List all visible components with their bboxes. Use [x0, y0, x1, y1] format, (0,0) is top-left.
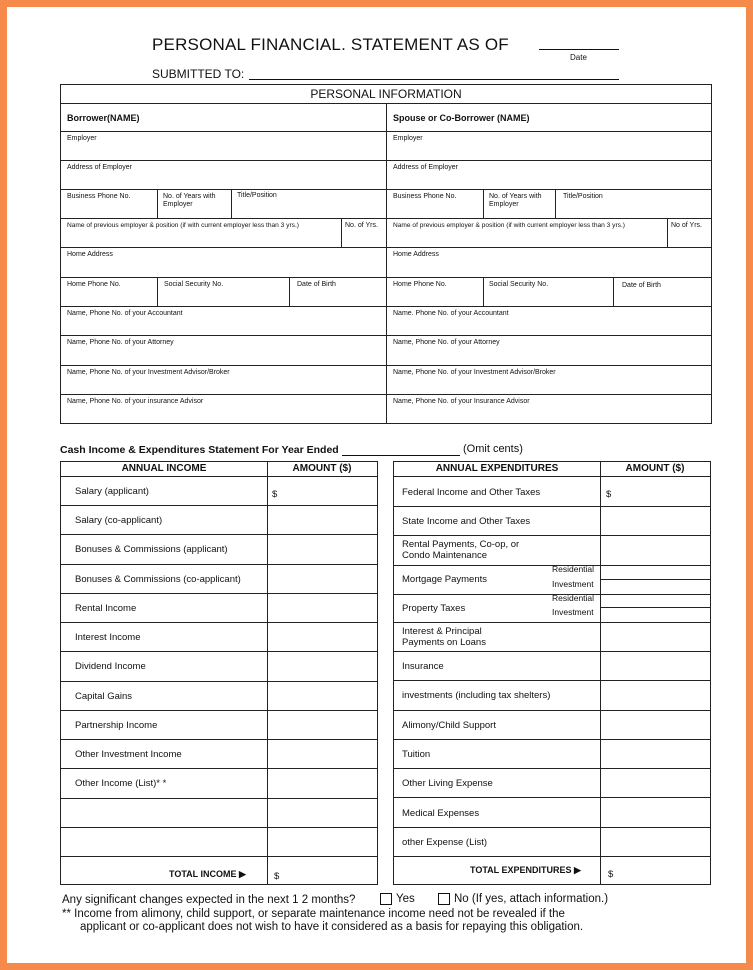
- dob-field[interactable]: Date of Birth: [297, 281, 336, 288]
- form-page: [7, 7, 746, 963]
- income-row: Interest Income: [75, 632, 141, 643]
- cash-statement-title: Cash Income & Expenditures Statement For Year Ended: [60, 444, 339, 456]
- other-expense-row: other Expense (List): [402, 837, 488, 848]
- total-expenditures-label: TOTAL EXPENDITURES ▶: [470, 865, 581, 875]
- medical-expenses-row: Medical Expenses: [402, 808, 480, 819]
- living-expense-row: Other Living Expense: [402, 778, 493, 789]
- previous-employer-field[interactable]: Name of previous employer & position (if with current employer less than 3 yrs.): [67, 222, 299, 229]
- ssn-field[interactable]: Social Security No.: [164, 281, 224, 288]
- years-with-employer-field[interactable]: No. of Years with Employer: [163, 193, 216, 208]
- expenditures-currency: $: [606, 489, 612, 500]
- co-employer-field[interactable]: Employer: [393, 135, 423, 142]
- insurance-advisor-field[interactable]: Name, Phone No. of your insurance Advisor: [67, 398, 204, 405]
- interest-principal-row: Interest & Principal Payments on Loans: [402, 626, 486, 648]
- arrow-right-icon: ▶: [574, 865, 581, 875]
- income-row: Partnership Income: [75, 720, 158, 731]
- income-amount-header: AMOUNT ($): [292, 463, 352, 474]
- attorney-field[interactable]: Name, Phone No. of your Attorney: [67, 339, 174, 346]
- co-insurance-advisor-field[interactable]: Name, Phone No. of your Insurance Advisor: [393, 398, 530, 405]
- total-expenditures-field[interactable]: $: [608, 869, 614, 880]
- employer-field[interactable]: Employer: [67, 135, 97, 142]
- no-option[interactable]: No (If yes, attach information.): [438, 893, 608, 905]
- income-row: Bonuses & Commissions (applicant): [75, 544, 228, 555]
- year-ended-line[interactable]: [342, 455, 460, 456]
- co-ssn-field[interactable]: Social Security No.: [489, 281, 549, 288]
- income-row: Other Income (List)* *: [75, 778, 167, 789]
- yes-option[interactable]: Yes: [380, 893, 415, 905]
- income-row: Dividend Income: [75, 661, 146, 672]
- co-dob-field[interactable]: Date of Birth: [622, 282, 661, 289]
- federal-tax-row: Federal Income and Other Taxes: [402, 487, 541, 498]
- no-checkbox[interactable]: [438, 893, 450, 905]
- form-title: PERSONAL FINANCIAL. STATEMENT AS OF: [152, 35, 509, 54]
- alimony-row: Alimony/Child Support: [402, 720, 496, 731]
- total-income-label: TOTAL INCOME ▶: [169, 869, 246, 879]
- changes-question: Any significant changes expected in the next 1 2 months?: [62, 894, 356, 906]
- footnote-line-1: ** Income from alimony, child support, or separate maintenance income need not be revealed if the: [62, 908, 565, 920]
- annual-income-table: [60, 461, 378, 885]
- personal-information-section: [60, 84, 712, 424]
- expenditures-column-header: ANNUAL EXPENDITURES: [435, 463, 559, 474]
- co-employer-address-field[interactable]: Address of Employer: [393, 164, 458, 171]
- mortgage-investment-label: Investment: [552, 579, 594, 589]
- co-previous-employer-field[interactable]: Name of previous employer & position (if with current employer less than 3 yrs.): [393, 222, 625, 229]
- income-row: Bonuses & Commissions (co-applicant): [75, 574, 241, 585]
- property-investment-label: Investment: [552, 607, 594, 617]
- date-label: Date: [570, 53, 587, 62]
- arrow-right-icon: ▶: [239, 869, 246, 879]
- expenditures-amount-header: AMOUNT ($): [625, 463, 685, 474]
- co-business-phone-field[interactable]: Business Phone No.: [393, 193, 457, 200]
- income-column-header: ANNUAL INCOME: [121, 463, 207, 474]
- business-phone-field[interactable]: Business Phone No.: [67, 193, 131, 200]
- submitted-to-label: SUBMITTED TO:: [152, 67, 245, 81]
- co-title-position-field[interactable]: Title/Position: [563, 193, 603, 200]
- tuition-row: Tuition: [402, 749, 431, 760]
- total-income-field[interactable]: $: [274, 871, 280, 882]
- coborrower-heading: Spouse or Co-Borrower (NAME): [393, 113, 530, 123]
- date-line[interactable]: [539, 49, 619, 50]
- income-row: Salary (applicant): [75, 486, 149, 497]
- investments-row: investments (including tax shelters): [402, 690, 551, 701]
- home-phone-field[interactable]: Home Phone No.: [67, 281, 121, 288]
- co-previous-years-field[interactable]: No of Yrs.: [671, 222, 702, 229]
- co-home-phone-field[interactable]: Home Phone No.: [393, 281, 447, 288]
- omit-cents-note: (Omit cents): [463, 443, 523, 455]
- mortgage-row: Mortgage Payments: [402, 574, 488, 585]
- income-row: Other Investment Income: [75, 749, 182, 760]
- property-taxes-row: Property Taxes: [402, 603, 466, 614]
- borrower-heading: Borrower(NAME): [67, 113, 140, 123]
- yes-checkbox[interactable]: [380, 893, 392, 905]
- state-tax-row: State Income and Other Taxes: [402, 516, 531, 527]
- previous-years-field[interactable]: No. of Yrs.: [345, 222, 378, 229]
- co-investment-advisor-field[interactable]: Name, Phone No. of your Investment Advisor/Broker: [393, 369, 556, 376]
- accountant-field[interactable]: Name, Phone No. of your Accountant: [67, 310, 183, 317]
- co-accountant-field[interactable]: Name. Phone No. of your Accountant: [393, 310, 509, 317]
- personal-information-heading: PERSONAL INFORMATION: [61, 85, 711, 104]
- annual-expenditures-table: [393, 461, 711, 885]
- income-row: Rental Income: [75, 603, 137, 614]
- investment-advisor-field[interactable]: Name, Phone No. of your Investment Advisor/Broker: [67, 369, 230, 376]
- footnote-line-2: applicant or co-applicant does not wish to have it considered as a basis for repaying this obligation.: [80, 921, 584, 933]
- income-currency: $: [272, 489, 278, 500]
- employer-address-field[interactable]: Address of Employer: [67, 164, 132, 171]
- property-residential-label: Residential: [552, 593, 595, 603]
- co-home-address-field[interactable]: Home Address: [393, 251, 439, 258]
- co-attorney-field[interactable]: Name, Phone No. of your Attorney: [393, 339, 500, 346]
- rental-payments-row: Rental Payments, Co-op, or Condo Maintenance: [402, 539, 520, 561]
- mortgage-residential-label: Residential: [552, 564, 595, 574]
- home-address-field[interactable]: Home Address: [67, 251, 113, 258]
- co-years-with-employer-field[interactable]: No. of Years with Employer: [489, 193, 542, 208]
- insurance-row: Insurance: [402, 661, 444, 672]
- submitted-to-line[interactable]: [249, 79, 619, 80]
- title-position-field[interactable]: Title/Position: [237, 192, 277, 199]
- income-row: Capital Gains: [75, 691, 133, 702]
- income-row: Salary (co-applicant): [75, 515, 163, 526]
